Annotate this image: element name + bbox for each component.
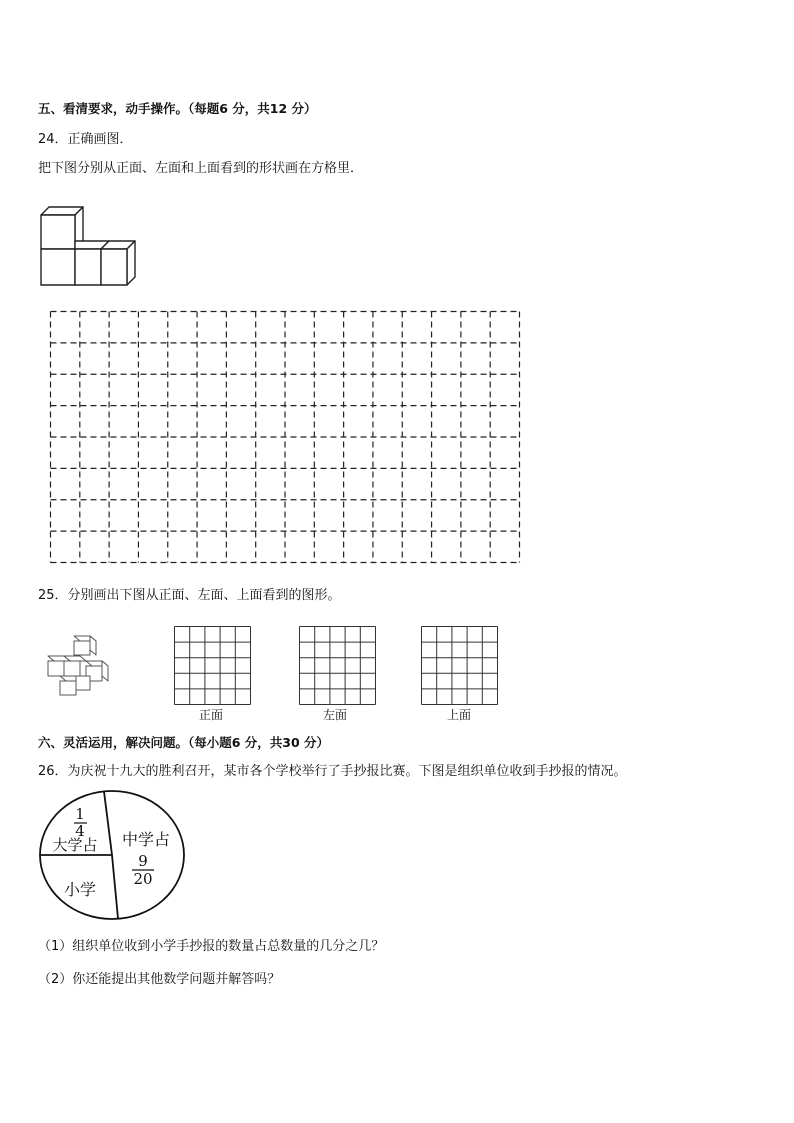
section-five-heading: 五、看清要求，动手操作。（每题6 分，共12 分）: [38, 101, 317, 116]
pie-primary-label: 小学: [63, 880, 97, 899]
question-24-number: 24．正确画图．: [38, 132, 133, 147]
question-26-sub-1: （1）组织单位收到小学手抄报的数量占总数量的几分之几？: [38, 939, 385, 954]
pie-middle-denominator: 20: [133, 870, 153, 888]
pie-university-label: 大学占: [52, 836, 98, 854]
q24-drawing-grid: [50, 311, 520, 563]
q25-cube-figure: [44, 634, 124, 696]
section-six-heading: 六、灵活运用，解决问题。（每小题6 分，共30 分）: [38, 735, 330, 750]
question-24-instruction: 把下图分别从正面、左面和上面看到的形状画在方格里．: [38, 161, 364, 176]
pie-middle-label: 中学占: [121, 830, 171, 849]
pie-university-denominator: 4: [75, 822, 85, 840]
q25-label-left: 左面: [323, 708, 348, 722]
q25-label-top: 上面: [447, 708, 472, 722]
question-25-text: 25．分别画出下图从正面、左面、上面看到的图形。: [38, 588, 341, 603]
question-26-sub-2: （2）你还能提出其他数学问题并解答吗？: [38, 972, 281, 987]
pie-university-numerator: 1: [75, 805, 85, 823]
q26-pie-chart: [38, 789, 186, 921]
q25-top-view-grid: [421, 626, 498, 705]
q25-label-front: 正面: [199, 708, 224, 722]
question-26-text: 26．为庆祝十九大的胜利召开，某市各个学校举行了手抄报比赛。下图是组织单位收到手抄报的情况。: [38, 764, 627, 779]
q25-front-view-grid: [174, 626, 251, 705]
q24-cube-figure: [40, 196, 140, 291]
pie-middle-numerator: 9: [138, 852, 148, 870]
q25-left-view-grid: [299, 626, 376, 705]
